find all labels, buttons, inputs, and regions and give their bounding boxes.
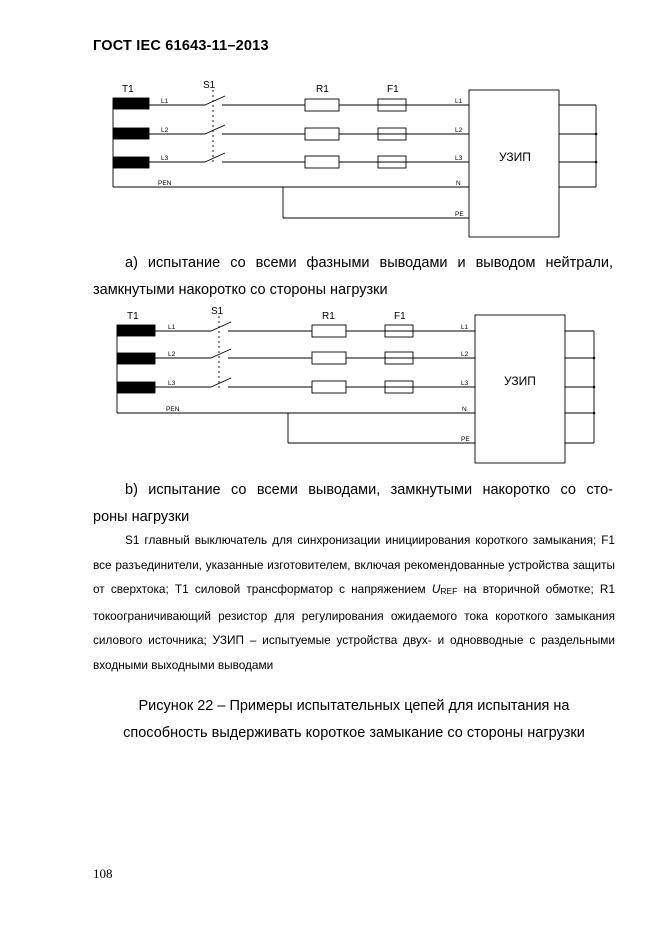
caption-a bbox=[93, 250, 613, 304]
label-l3-in: L3 bbox=[168, 380, 176, 387]
label-l1-out: L1 bbox=[461, 324, 469, 331]
transformer-winding-l3 bbox=[113, 157, 149, 168]
label-pen: PEN bbox=[158, 180, 172, 187]
label-n: N bbox=[456, 180, 461, 187]
label-l1-out: L1 bbox=[455, 98, 463, 105]
circuit-a-svg bbox=[0, 78, 661, 243]
caption-b bbox=[93, 477, 613, 531]
label-t1: T1 bbox=[127, 311, 139, 322]
label-device: УЗИП bbox=[504, 374, 536, 388]
label-l3-out: L3 bbox=[461, 380, 469, 387]
label-l3-out: L3 bbox=[455, 155, 463, 162]
label-l2-out: L2 bbox=[461, 351, 469, 358]
u-ref-symbol: U bbox=[431, 582, 441, 596]
figure-title bbox=[93, 693, 615, 747]
label-f1: F1 bbox=[394, 311, 406, 322]
circuit-b-svg bbox=[0, 303, 661, 468]
label-r1: R1 bbox=[322, 311, 335, 322]
label-pen: PEN bbox=[166, 406, 180, 413]
label-pe: PE bbox=[455, 211, 464, 218]
label-s1: S1 bbox=[203, 80, 216, 91]
figure-title-line1: Рисунок 22 – Примеры испытательных цепей для испытания на bbox=[138, 698, 570, 714]
circuit-diagram-a bbox=[0, 78, 661, 243]
label-pe: PE bbox=[461, 436, 470, 443]
caption-b-line1: b) испытание со всеми выводами, замкнутыми накоротко со сто- bbox=[125, 482, 613, 498]
label-device: УЗИП bbox=[499, 150, 531, 164]
label-l1-in: L1 bbox=[168, 324, 176, 331]
label-r1: R1 bbox=[316, 84, 329, 95]
label-l2-out: L2 bbox=[455, 127, 463, 134]
label-f1: F1 bbox=[387, 84, 399, 95]
document-header: ГОСТ IEC 61643-11–2013 bbox=[93, 38, 269, 54]
label-l1-in: L1 bbox=[161, 98, 169, 105]
figure-title-line2: способность выдерживать короткое замыкание со стороны нагрузки bbox=[123, 725, 585, 741]
note-text-part2: на вторичной обмотке; R1 токоограничивающий резистор для регулирования ожидаемого тока короткого замыкания силового источника; УЗИП – испытуемые устройства двух- и одновводные с раздельными входными выходными выводами bbox=[93, 582, 615, 672]
label-l3-in: L3 bbox=[161, 155, 169, 162]
label-t1: T1 bbox=[122, 84, 134, 95]
caption-b-line2: роны нагрузки bbox=[93, 509, 190, 525]
label-l2-in: L2 bbox=[161, 127, 169, 134]
figure-legend-note bbox=[93, 528, 615, 677]
transformer-winding-l1 bbox=[113, 98, 149, 109]
page-number: 108 bbox=[93, 866, 113, 881]
label-l2-in: L2 bbox=[168, 351, 176, 358]
transformer-winding-l2 bbox=[113, 128, 149, 139]
label-s1: S1 bbox=[211, 306, 224, 317]
note-text-part1: S1 главный выключатель для синхронизации инициирования короткого замыкания; F1 все разъединители, указанные изготовителем, включая рекомендованные устройства защиты от сверхтока; Т1 силовой трансформатор с напряжением bbox=[93, 533, 615, 596]
circuit-diagram-b bbox=[0, 303, 661, 468]
caption-a-line1: а) испытание со всеми фазными выводами и выводом нейтрали, bbox=[125, 255, 613, 271]
u-ref-subscript: REF bbox=[440, 586, 458, 596]
label-n: N bbox=[462, 406, 467, 413]
caption-a-line2: замкнутыми накоротко со стороны нагрузки bbox=[93, 282, 388, 298]
